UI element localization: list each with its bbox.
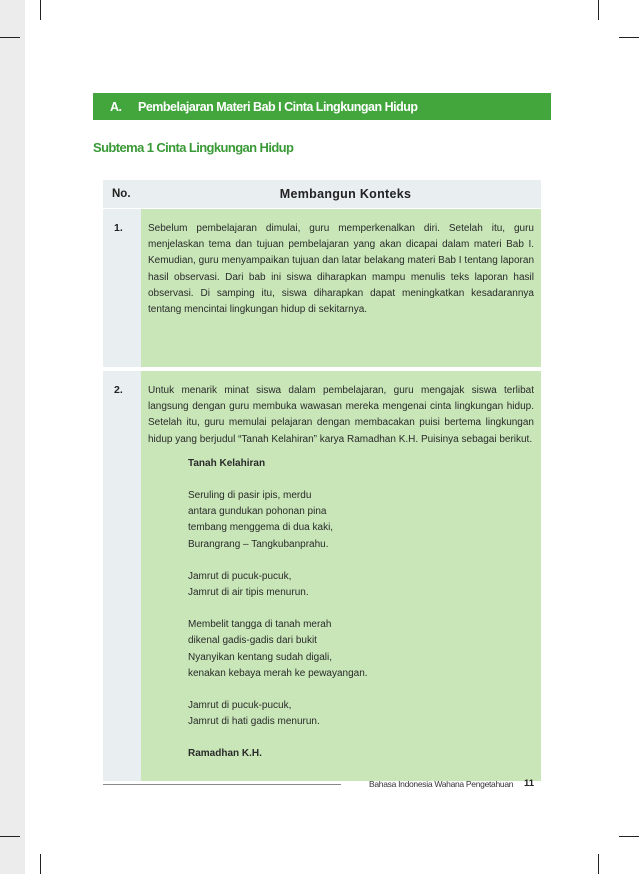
- section-letter: A.: [110, 99, 122, 114]
- row-text: Untuk menarik minat siswa dalam pembelajaran, guru mengajak siswa terlibat langsung dengan guru membuka wawasan mereka mengenai cinta lingkungan hidup. Setelah itu, guru memulai pelajaran dengan membacakan puisi bertema lingkungan hidup yang berjudul “Tanah Kelahiran” karya Ramadhan K.H. Puisinya sebagai berikut.: [148, 385, 534, 445]
- crop-mark-tr-h: [619, 37, 639, 38]
- poem: [148, 456, 534, 763]
- poem-line: Jamrut di air tipis menurun.: [188, 587, 309, 599]
- header-title: Membangun Konteks: [279, 187, 412, 201]
- row-text: Sebelum pembelajaran dimulai, guru memperkenalkan diri. Setelah itu, guru menjelaskan tema dan tujuan pembelajaran yang akan dicapai dalam materi Bab I. Kemudian, guru menyampaikan tujuan dan latar belakang materi Bab I tentang laporan hasil observasi. Dari bab ini siswa diharapkan mampu menulis teks laporan hasil observasi. Di samping itu, siswa diharapkan dapat meningkatkan kesadarannya tentang mencintai lingkungan hidup di sekitarnya.: [141, 209, 541, 367]
- crop-mark-tl-v: [40, 0, 41, 20]
- crop-mark-br-h: [619, 836, 639, 837]
- poem-line: kenakan kebaya merah ke pewayangan.: [188, 667, 368, 679]
- crop-mark-bl-v: [40, 854, 41, 874]
- poem-line: Jamrut di pucuk-pucuk,: [188, 570, 292, 582]
- poem-line: Jamrut di pucuk-pucuk,: [188, 700, 292, 712]
- poem-line: tembang menggema di dua kaki,: [188, 522, 334, 534]
- table-row: [103, 371, 541, 781]
- poem-stanza-3: [188, 617, 534, 682]
- section-title: Pembelajaran Materi Bab I Cinta Lingkungan Hidup: [138, 99, 418, 114]
- poem-line: Membelit tangga di tanah merah: [188, 619, 332, 631]
- row-content: [141, 371, 541, 781]
- section-banner: [93, 93, 551, 120]
- footer-book-title: Bahasa Indonesia Wahana Pengetahuan: [369, 779, 514, 789]
- poem-line: Burangrang – Tangkubanprahu.: [188, 538, 329, 550]
- page-number: 11: [524, 778, 535, 789]
- poem-stanza-4: [188, 698, 534, 730]
- poem-line: Seruling di pasir ipis, merdu: [188, 490, 312, 502]
- poem-title: Tanah Kelahiran: [188, 457, 266, 469]
- table-row: [103, 209, 541, 367]
- subtheme-title: Subtema 1 Cinta Lingkungan Hidup: [93, 140, 294, 155]
- page-side-strip: [0, 0, 25, 874]
- crop-mark-br-v: [598, 854, 599, 874]
- table-header: [103, 180, 541, 209]
- footer-rule: [103, 784, 341, 785]
- poem-author: Ramadhan K.H.: [188, 748, 262, 760]
- header-no: No.: [112, 188, 131, 200]
- poem-line: Nyanyikan kentang sudah digali,: [188, 651, 332, 663]
- context-table: [103, 180, 541, 781]
- crop-mark-bl-h: [0, 836, 20, 837]
- poem-stanza-1: [188, 488, 534, 553]
- crop-mark-tr-v: [598, 0, 599, 20]
- poem-stanza-2: [188, 569, 534, 601]
- poem-line: Jamrut di hati gadis menurun.: [188, 716, 320, 728]
- poem-line: dikenal gadis-gadis dari bukit: [188, 635, 317, 647]
- poem-line: antara gundukan pohonan pina: [188, 506, 327, 518]
- row-number: 2.: [103, 371, 141, 781]
- crop-mark-tl-h: [0, 37, 20, 38]
- row-number: 1.: [103, 209, 141, 367]
